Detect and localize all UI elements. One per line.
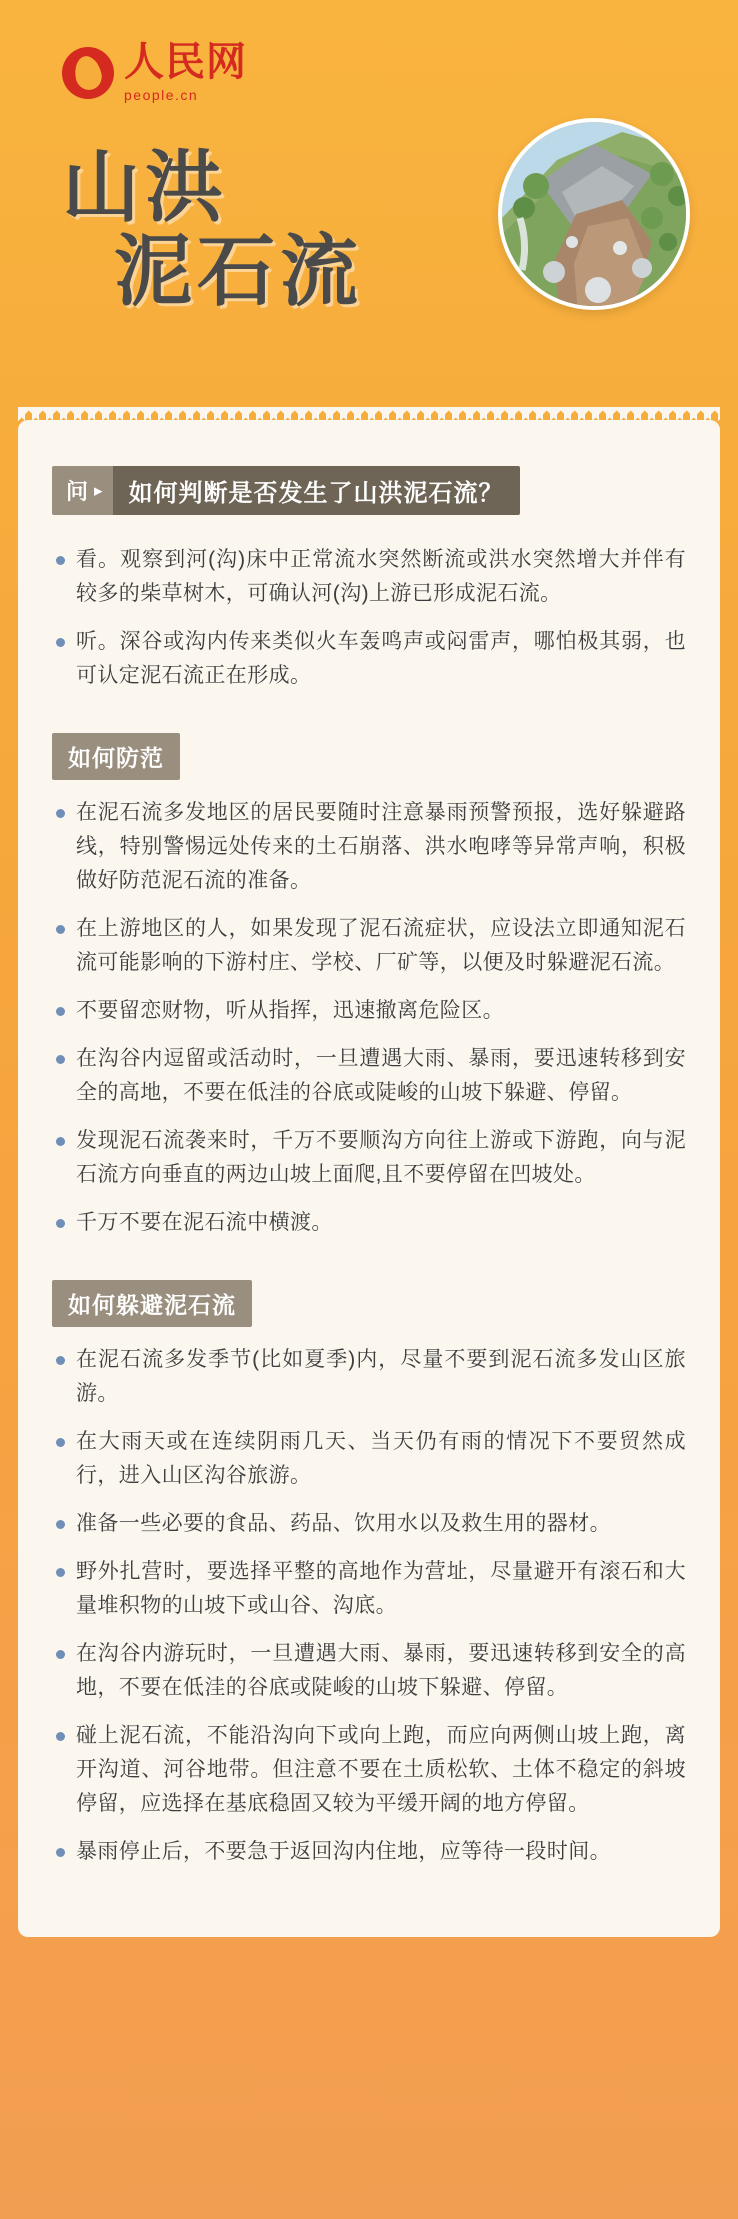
debris-flow-illustration-icon — [498, 118, 690, 310]
list-item: 碰上泥石流，不能沿沟向下或向上跑，而应向两侧山坡上跑，离开沟道、河谷地带。但注意不要在土质松软、土体不稳定的斜坡停留，应选择在基底稳固又较为平缓开阔的地方停留。 — [52, 1719, 686, 1821]
page-title-line-1: 山洪 — [62, 143, 229, 231]
content-card — [18, 420, 720, 1937]
question-answer-list — [52, 543, 686, 693]
brand-logo — [62, 39, 738, 103]
list-item: 在上游地区的人，如果发现了泥石流症状，应设法立即通知泥石流可能影响的下游村庄、学校、厂矿等，以便及时躲避泥石流。 — [52, 912, 686, 980]
list-item: 千万不要在泥石流中横渡。 — [52, 1206, 686, 1240]
question-tag-label: 问 — [66, 479, 89, 504]
list-item: 野外扎营时，要选择平整的高地作为营址，尽量避开有滚石和大量堆积物的山坡下或山谷、沟底。 — [52, 1555, 686, 1623]
section-heading-prevention: 如何防范 — [52, 733, 180, 780]
question-header — [52, 466, 686, 515]
list-item: 准备一些必要的食品、药品、饮用水以及救生用的器材。 — [52, 1507, 686, 1541]
list-item: 听。深谷或沟内传来类似火车轰鸣声或闷雷声，哪怕极其弱，也可认定泥石流正在形成。 — [52, 625, 686, 693]
brand-name-en: people.cn — [124, 87, 199, 103]
section-heading-avoidance: 如何躲避泥石流 — [52, 1280, 252, 1327]
list-item: 在泥石流多发季节(比如夏季)内，尽量不要到泥石流多发山区旅游。 — [52, 1343, 686, 1411]
prevention-list — [52, 796, 686, 1240]
people-cn-logo-icon — [62, 47, 114, 99]
list-item: 不要留恋财物，听从指挥，迅速撤离危险区。 — [52, 994, 686, 1028]
arrow-right-icon: ▸ — [94, 481, 103, 500]
question-tag — [52, 466, 113, 515]
avoidance-list — [52, 1343, 686, 1869]
poster-header — [0, 0, 738, 420]
list-item: 在沟谷内游玩时，一旦遭遇大雨、暴雨，要迅速转移到安全的高地，不要在低洼的谷底或陡峻的山坡下躲避、停留。 — [52, 1637, 686, 1705]
list-item: 在沟谷内逗留或活动时，一旦遭遇大雨、暴雨，要迅速转移到安全的高地，不要在低洼的谷底或陡峻的山坡下躲避、停留。 — [52, 1042, 686, 1110]
list-item: 暴雨停止后，不要急于返回沟内住地，应等待一段时间。 — [52, 1835, 686, 1869]
list-item: 在大雨天或在连续阴雨几天、当天仍有雨的情况下不要贸然成行，进入山区沟谷旅游。 — [52, 1425, 686, 1493]
brand-logo-text — [124, 39, 247, 103]
list-item: 看。观察到河(沟)床中正常流水突然断流或洪水突然增大并伴有较多的柴草树木，可确认河(沟)上游已形成泥石流。 — [52, 543, 686, 611]
page-title-line-2: 泥石流 — [114, 227, 364, 316]
brand-name-cn: 人民网 — [124, 39, 247, 84]
list-item: 在泥石流多发地区的居民要随时注意暴雨预警预报，选好躲避路线，特别警惕远处传来的土石崩落、洪水咆哮等异常声响，积极做好防范泥石流的准备。 — [52, 796, 686, 898]
question-text: 如何判断是否发生了山洪泥石流？ — [113, 466, 520, 515]
list-item: 发现泥石流袭来时，千万不要顺沟方向往上游或下游跑，向与泥石流方向垂直的两边山坡上面爬,且不要停留在凹坡处。 — [52, 1124, 686, 1192]
